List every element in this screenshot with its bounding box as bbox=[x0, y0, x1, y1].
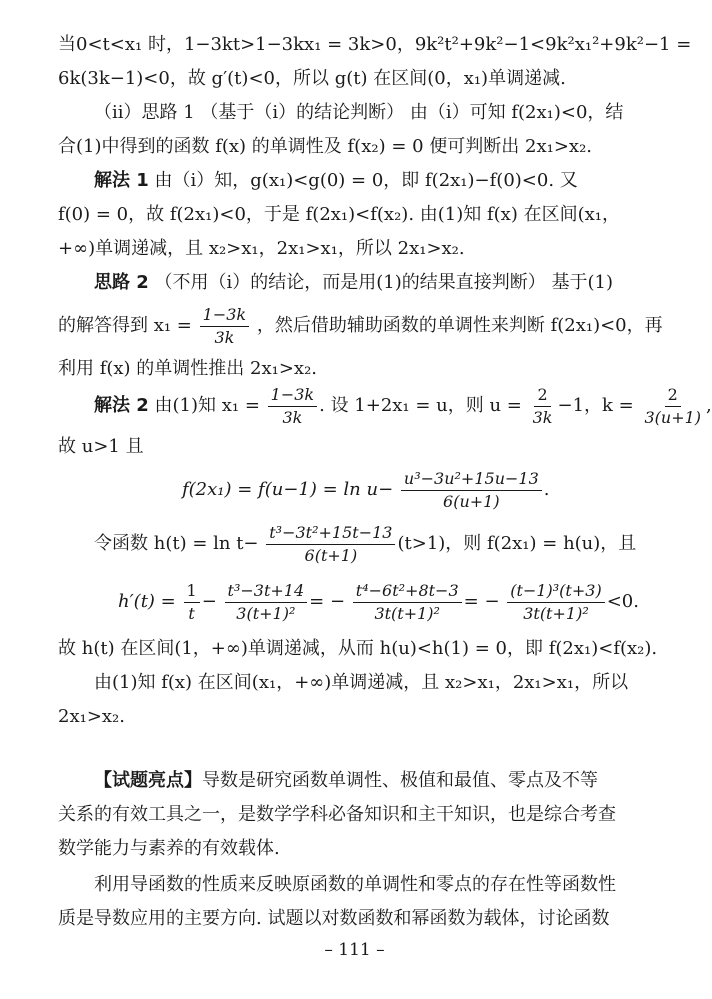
text-span: 令函数 h(t) = ln t− bbox=[94, 533, 259, 554]
fraction bbox=[641, 384, 704, 429]
fraction bbox=[353, 580, 462, 625]
text-span: . 设 1+2x₁ = u，则 u = bbox=[319, 395, 522, 416]
text-line: 2x₁>x₂. bbox=[58, 706, 125, 727]
text-span: ，然后借助辅助函数的单调性来判断 f(2x₁)<0，再 bbox=[256, 315, 663, 336]
text-span: (t>1)，则 f(2x₁) = h(u)，且 bbox=[397, 533, 637, 554]
fraction-denominator: 3(t+1)² bbox=[236, 603, 296, 623]
fraction bbox=[184, 580, 200, 625]
text-line: 质是导数应用的主要方向. 试题以对数函数和幂函数为载体，讨论函数 bbox=[58, 908, 610, 929]
text-line bbox=[94, 268, 654, 298]
text-span: h′(t) = bbox=[118, 591, 176, 612]
text-span: . bbox=[543, 479, 550, 500]
text-line: 故 u>1 且 bbox=[58, 436, 144, 457]
text-span: （不用（ⅰ）的结论，而是用(1)的结果直接判断） 基于(1) bbox=[154, 272, 614, 293]
equation bbox=[118, 578, 639, 626]
text-line bbox=[58, 302, 663, 350]
text-line: 关系的有效工具之一，是数学学科必备知识和主干知识，也是综合考查 bbox=[58, 804, 616, 825]
highlight-label: 【试题亮点】 bbox=[94, 770, 202, 791]
fraction-denominator: 3k bbox=[214, 327, 235, 347]
text-span: <0. bbox=[606, 591, 639, 612]
fraction-numerator: 2 bbox=[534, 384, 550, 407]
page-number: – 111 – bbox=[324, 940, 385, 960]
text-line: 利用 f(x) 的单调性推出 2x₁>x₂. bbox=[58, 358, 318, 379]
fraction-denominator: 6(u+1) bbox=[443, 491, 500, 511]
text-line: 利用导函数的性质来反映原函数的单调性和零点的存在性等函数性 bbox=[94, 874, 616, 895]
text-line: 故 h(t) 在区间(1，+∞)单调递减，从而 h(u)<h(1) = 0，即 f(2x₁)<f(x₂). bbox=[58, 638, 658, 659]
fraction bbox=[401, 468, 542, 513]
fraction bbox=[268, 384, 317, 429]
text-line bbox=[94, 766, 654, 796]
text-line bbox=[94, 166, 654, 196]
text-span: 导数是研究函数单调性、极值和最值、零点及不等 bbox=[202, 770, 598, 791]
text-span: −1，k = bbox=[557, 395, 634, 416]
fraction bbox=[200, 304, 249, 349]
fraction-denominator: 3t(t+1)² bbox=[374, 603, 440, 623]
fraction bbox=[530, 384, 556, 429]
fraction-denominator: 3t(t+1)² bbox=[523, 603, 589, 623]
text-line: 由(1)知 f(x) 在区间(x₁，+∞)单调递减，且 x₂>x₁，2x₁>x₁，所以 bbox=[94, 672, 629, 693]
text-line: +∞)单调递减，且 x₂>x₁，2x₁>x₁，所以 2x₁>x₂. bbox=[58, 238, 465, 259]
text-span: , bbox=[706, 395, 712, 416]
text-span: 的解答得到 x₁ = bbox=[58, 315, 192, 336]
fraction bbox=[266, 522, 395, 567]
solution-label: 解法 1 bbox=[94, 170, 149, 191]
fraction-numerator: t³−3t²+15t−13 bbox=[266, 522, 395, 545]
text-line: 当0<t<x₁ 时，1−3kt>1−3kx₁ = 3k>0，9k²t²+9k²−1<9k²x₁²+9k²−1 = bbox=[58, 34, 692, 55]
fraction-numerator: 2 bbox=[665, 384, 681, 407]
fraction-denominator: 3k bbox=[282, 407, 303, 427]
text-span: = − bbox=[463, 591, 500, 612]
text-span: = − bbox=[309, 591, 346, 612]
fraction-numerator: t³−3t+14 bbox=[225, 580, 308, 603]
fraction-denominator: t bbox=[188, 603, 195, 623]
text-span: 由（ⅰ）知，g(x₁)<g(0) = 0，即 f(2x₁)−f(0)<0. 又 bbox=[154, 170, 578, 191]
fraction-numerator: 1−3k bbox=[200, 304, 249, 327]
equation bbox=[182, 466, 550, 514]
solution-label: 解法 2 bbox=[94, 395, 149, 416]
fraction-numerator: 1−3k bbox=[268, 384, 317, 407]
fraction-denominator: 6(t+1) bbox=[304, 545, 358, 565]
text-line bbox=[94, 382, 712, 430]
text-line: f(0) = 0，故 f(2x₁)<0，于是 f(2x₁)<f(x₂). 由(1)知 f(x) 在区间(x₁， bbox=[58, 204, 620, 225]
fraction-numerator: (t−1)³(t+3) bbox=[507, 580, 604, 603]
fraction-numerator: u³−3u²+15u−13 bbox=[401, 468, 542, 491]
text-span: 由(1)知 x₁ = bbox=[154, 395, 260, 416]
fraction bbox=[225, 580, 308, 625]
approach-label: 思路 2 bbox=[94, 272, 149, 293]
fraction-numerator: t⁴−6t²+8t−3 bbox=[353, 580, 462, 603]
fraction-denominator: 3k bbox=[532, 407, 553, 427]
text-line: 合(1)中得到的函数 f(x) 的单调性及 f(x₂) = 0 便可判断出 2x₁>x₂. bbox=[58, 136, 593, 157]
text-line: 6k(3k−1)<0，故 g′(t)<0，所以 g(t) 在区间(0，x₁)单调递减. bbox=[58, 68, 566, 89]
fraction-denominator: 3(u+1) bbox=[644, 407, 702, 427]
fraction-numerator: 1 bbox=[184, 580, 200, 603]
text-line: （ⅱ）思路 1 （基于（ⅰ）的结论判断） 由（ⅰ）可知 f(2x₁)<0，结 bbox=[94, 102, 624, 123]
text-line: 数学能力与素养的有效载体. bbox=[58, 838, 280, 859]
text-line bbox=[94, 520, 654, 568]
fraction bbox=[507, 580, 604, 625]
text-span: f(2x₁) = f(u−1) = ln u− bbox=[182, 479, 394, 500]
text-span: − bbox=[201, 591, 217, 612]
